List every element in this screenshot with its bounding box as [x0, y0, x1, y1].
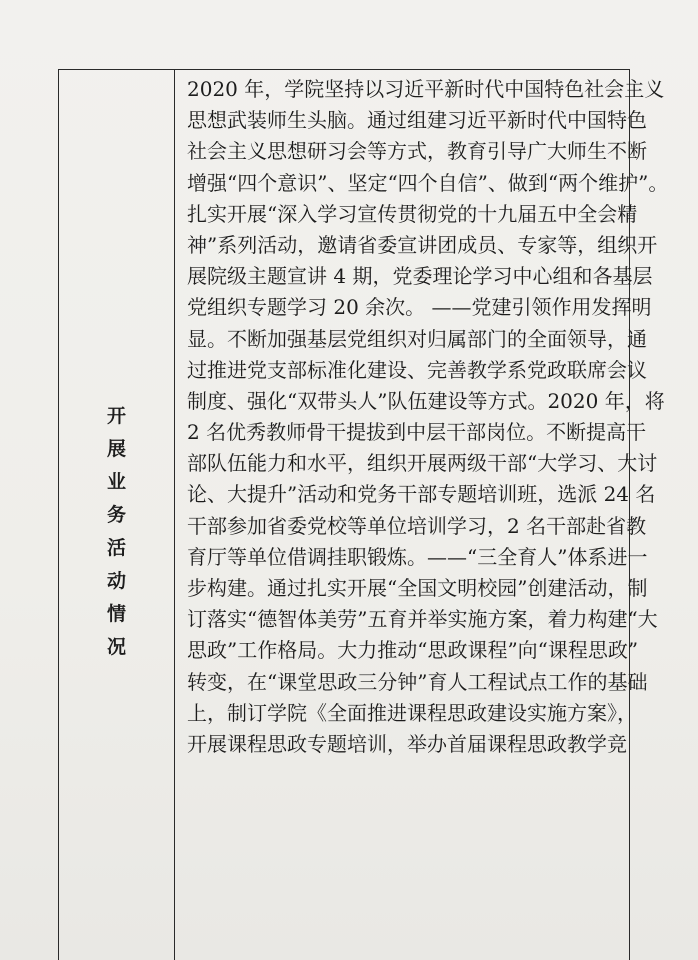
text-line: 增强“四个意识”、坚定“四个自信”、做到“两个维护”。	[187, 170, 669, 195]
text-line: 制度、强化“双带头人”队伍建设等方式。2020 年，将	[187, 388, 665, 413]
text-line: 思想武装师生头脑。通过组建习近平新时代中国特色	[187, 108, 647, 133]
text-line: 论、大提升”活动和党务干部专题培训班，选派 24 名	[187, 482, 656, 507]
row-label-char: 活	[106, 537, 126, 559]
row-label-cell	[59, 70, 175, 960]
row-label	[59, 400, 174, 664]
content-cell	[187, 74, 669, 760]
activity-table	[58, 69, 669, 960]
row-label-char: 开	[106, 405, 126, 427]
row-label-char: 展	[106, 438, 126, 460]
text-line: 上，制订学院《全面推进课程思政建设实施方案》，	[187, 700, 637, 725]
row-label-char: 况	[106, 636, 126, 658]
text-line: 干部参加省委党校等单位培训学习，2 名干部赴省教	[187, 513, 647, 538]
text-line: 步构建。通过扎实开展“全国文明校园”创建活动，制	[187, 576, 648, 600]
row-label-char: 动	[106, 570, 126, 592]
text-line: 开展课程思政专题培训，举办首届课程思政教学竞	[187, 731, 627, 756]
text-line: 育厅等单位借调挂职锻炼。——“三全育人”体系进一	[187, 544, 648, 569]
text-line: 部队伍能力和水平，组织开展两级干部“大学习、大讨	[187, 451, 658, 476]
text-line: 订落实“德智体美劳”五育并举实施方案，着力构建“大	[187, 607, 658, 632]
row-label-char: 务	[106, 504, 126, 526]
text-line: 神”系列活动，邀请省委宣讲团成员、专家等，组织开	[187, 232, 658, 257]
text-line: 社会主义思想研习会等方式，教育引导广大师生不断	[187, 139, 647, 164]
text-line: 显。不断加强基层党组织对归属部门的全面领导，通	[187, 326, 647, 351]
row-label-char: 业	[106, 471, 126, 493]
text-line: 展院级主题宣讲 4 期，党委理论学习中心组和各基层	[187, 264, 653, 289]
text-line: 扎实开展“深入学习宣传贯彻党的十九届五中全会精	[187, 201, 638, 226]
text-line: 2020 年，学院坚持以习近平新时代中国特色社会主义	[187, 77, 665, 101]
text-line: 思政”工作格局。大力推动“思政课程”向“课程思政”	[187, 638, 639, 663]
text-line: 转变，在“课堂思政三分钟”育人工程试点工作的基础	[187, 669, 648, 694]
text-line: 过推进党支部标准化建设、完善教学系党政联席会议	[187, 357, 647, 382]
row-label-char: 情	[106, 603, 126, 625]
text-line: 党组织专题学习 20 余次。 ——党建引领作用发挥明	[187, 295, 652, 320]
text-line: 2 名优秀教师骨干提拔到中层干部岗位。不断提高干	[187, 420, 647, 445]
